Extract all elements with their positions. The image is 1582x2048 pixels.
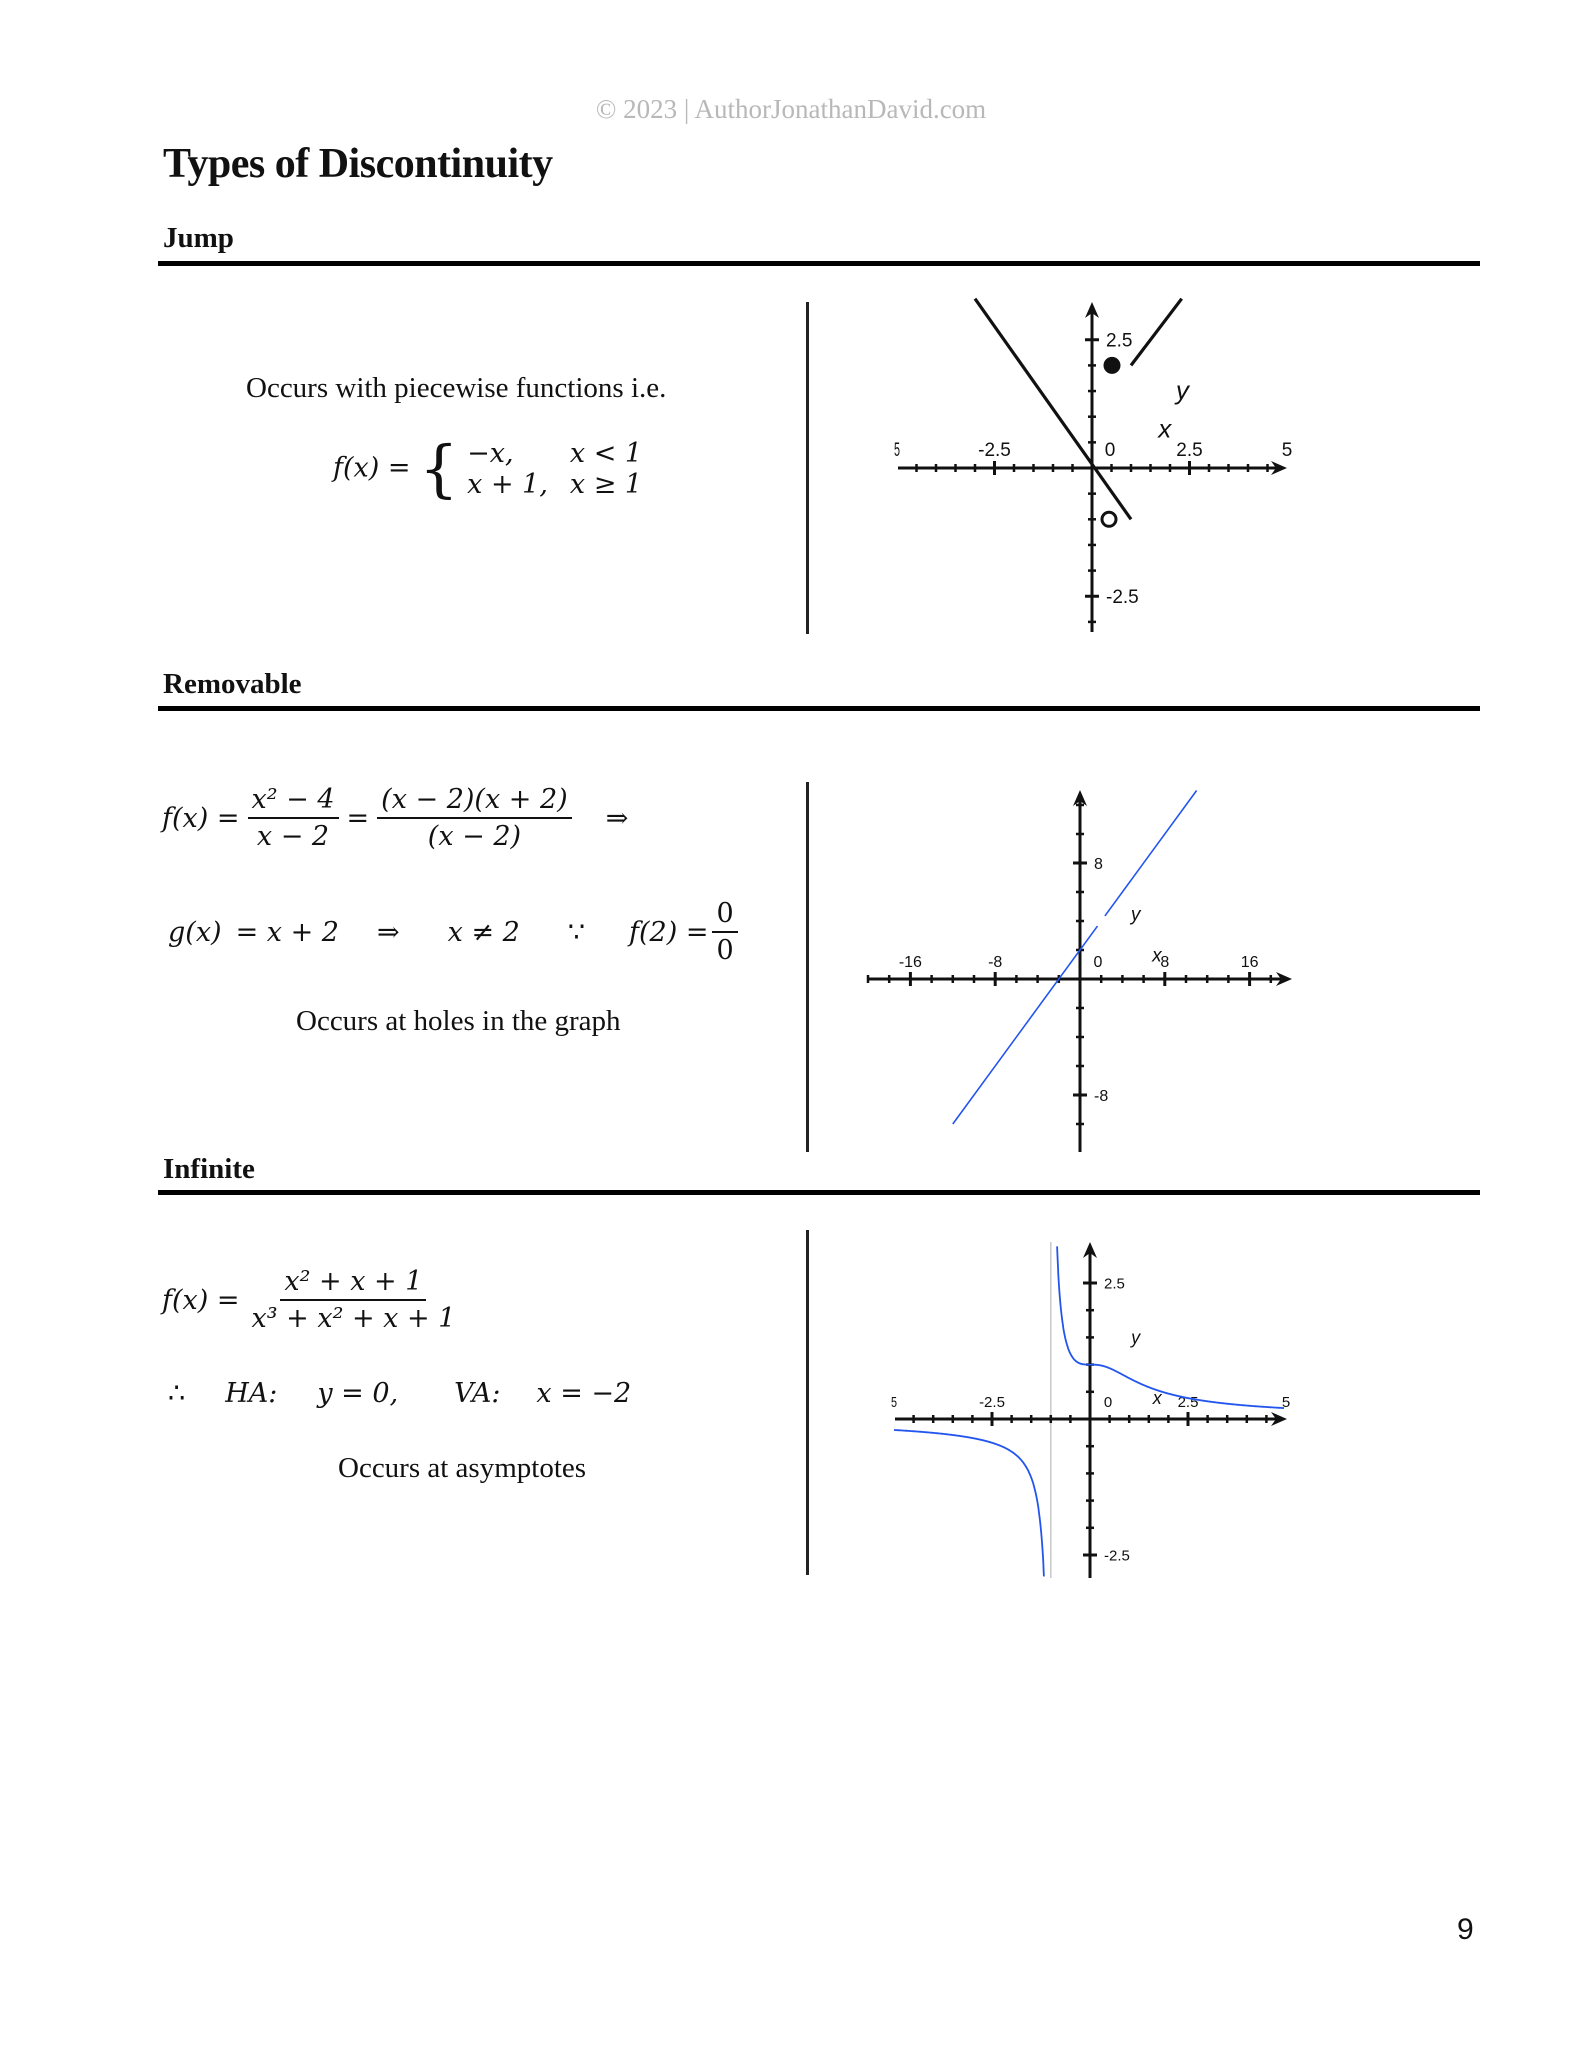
x-axis-label: x (1152, 945, 1162, 967)
section-heading-removable: Removable (163, 668, 302, 700)
x-axis-label: x (1158, 413, 1172, 444)
therefore-symbol: ∴ (168, 1378, 186, 1409)
section-heading-infinite: Infinite (163, 1153, 255, 1185)
infinite-description: Occurs at asymptotes (338, 1452, 587, 1484)
fraction-numerator: x² + x + 1 (280, 1266, 426, 1301)
y-tick-label: 2.5 (1106, 330, 1133, 352)
brace-symbol: { (419, 432, 459, 505)
x-tick-label: 0 (1093, 954, 1103, 971)
domain-condition: x ≠ 2 (447, 916, 520, 948)
x-tick-label: 2.5 (1177, 1394, 1199, 1411)
y-axis-label: y (1130, 904, 1141, 926)
g-function: g(x) (168, 916, 222, 948)
removable-lhs: f(x) = (162, 802, 240, 834)
ha-label: HA: (225, 1378, 278, 1409)
ha-value: y = 0, (317, 1378, 399, 1409)
infinite-lhs: f(x) = (162, 1284, 240, 1316)
case-cond: x < 1 (569, 438, 643, 469)
case-cond: x ≥ 1 (569, 469, 643, 500)
x-tick-label: 5 (1281, 1394, 1291, 1411)
x-tick-label: 2.5 (1176, 440, 1203, 461)
x-tick-label: 0 (1104, 440, 1116, 461)
fraction-numerator: x² − 4 (248, 784, 339, 819)
x-tick-label: 5 (1281, 440, 1293, 461)
fraction-denominator: 0 (716, 935, 734, 966)
fraction-numerator: (x − 2)(x + 2) (377, 784, 572, 819)
x-tick-label: -2.5 (979, 1394, 1005, 1411)
x-tick-label: -2.5 (978, 440, 1011, 461)
jump-description: Occurs with piecewise functions i.e. (246, 372, 667, 404)
copyright-header: © 2023 | AuthorJonathanDavid.com (595, 94, 987, 124)
page-number: 9 (1457, 1913, 1474, 1946)
x-tick-label: 5 (894, 440, 900, 461)
implies-arrow: ⇒ (605, 802, 629, 834)
series-branch-left (894, 1430, 1044, 1576)
fraction-denominator: (x − 2) (427, 821, 522, 852)
va-label: VA: (454, 1378, 501, 1409)
fraction-denominator: x³ + x² + x + 1 (251, 1303, 456, 1334)
case-expr: −x, (467, 438, 514, 469)
y-tick-label: -8 (1094, 1087, 1109, 1105)
case-expr: x + 1, (467, 469, 548, 500)
va-value: x = −2 (536, 1378, 632, 1409)
section-heading-jump: Jump (163, 222, 234, 254)
page-title: Types of Discontinuity (163, 141, 553, 187)
because-symbol: ∵ (567, 916, 585, 948)
x-tick-label: 16 (1240, 954, 1259, 971)
y-tick-label: -2.5 (1106, 587, 1139, 609)
removable-description: Occurs at holes in the graph (296, 1005, 621, 1037)
y-tick-label: -2.5 (1104, 1547, 1130, 1565)
fraction-numerator: 0 (712, 898, 737, 933)
y-tick-label: 2.5 (1104, 1275, 1125, 1293)
jump-formula-lhs: f(x) = (333, 452, 411, 484)
x-tick-label: 5 (891, 1394, 897, 1411)
x-tick-label: 0 (1103, 1394, 1113, 1411)
equals-sign: = (346, 802, 370, 834)
x-axis-label: x (1152, 1387, 1162, 1408)
y-axis-label: y (1131, 1327, 1141, 1348)
x-tick-label: 8 (1160, 954, 1170, 971)
x-tick-label: -8 (988, 954, 1003, 971)
f-of-2: f(2) = (629, 916, 709, 948)
g-rhs: = x + 2 (235, 916, 339, 948)
y-axis-label: y (1175, 375, 1189, 406)
fraction-denominator: x − 2 (256, 821, 330, 852)
y-tick-label: 8 (1094, 855, 1103, 873)
implies-arrow: ⇒ (376, 916, 400, 948)
x-tick-label: -16 (898, 954, 922, 971)
